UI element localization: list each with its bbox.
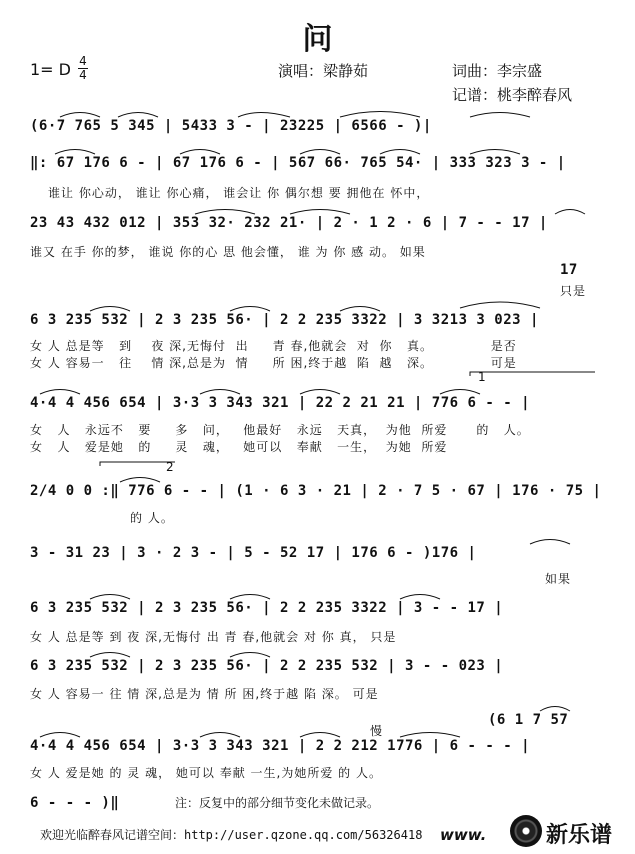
slur-30 [200,733,240,738]
lyric-line-9: 女 人 容易一 往 情 深,总是为 情 所 困,终于越 陷 深。 可是 [30,687,379,701]
slur-24 [90,595,130,600]
time-signature-top: 4 [79,54,87,68]
slur-21 [440,390,480,395]
slur-17 [460,302,540,308]
score-line-4: 6 3 235 532 | 2 3 235 56· | 2 2 235 3322 | 3 3213 3 023 | [30,312,539,328]
slur-19 [200,390,240,395]
slur-25 [230,595,270,600]
slur-28 [230,653,270,658]
pickup-lyric-zhishi: 只是 [560,284,587,298]
lyric-line-7: 如果 [545,572,572,586]
transcriber-credit: 记谱：桃李醉春风 [452,86,573,104]
slur-5 [470,113,530,118]
song-title: 问 [302,22,333,57]
slur-1 [60,113,100,118]
slur-33 [540,707,570,712]
lyric-line-2: 谁让 你心动， 谁让 你心痛， 谁会让 你 偶尔想 要 拥他在 怀中， [48,186,430,200]
slur-14 [90,307,130,312]
slow-mark: 慢 [370,724,383,738]
slur-4 [340,112,420,118]
slur-3 [238,113,290,118]
slur-18 [40,390,80,395]
slur-7 [180,150,220,155]
slur-13 [555,210,585,215]
score-line-8: 6 3 235 532 | 2 3 235 56· | 2 2 235 3322 | 3 - - 17 | [30,600,504,616]
singer-credit: 演唱：梁静茹 [278,62,369,80]
score-line-10: 4·4 4 456 654 | 3·3 3 343 321 | 2 2 212 1776 | 6 - - - | [30,738,531,754]
slur-22 [120,478,160,483]
slur-32 [400,733,460,738]
volta-1-line [470,372,595,376]
lyric-line-8: 女 人 总是等 到 夜 深,无悔付 出 青 春,他就会 对 你 真， 只是 [30,630,397,644]
slur-8 [300,150,340,155]
score-line-2: ‖: 67 176 6 - | 67 176 6 - | 567 66· 765 54· | 333 323 3 - | [30,155,566,171]
slur-23 [530,540,570,545]
volta-2-line [100,462,175,466]
slur-15 [230,307,270,312]
slur-9 [380,150,420,155]
volta-2-label: 2 [166,460,174,474]
composer-credit: 词曲：李宗盛 [452,62,543,80]
slur-12 [290,210,350,215]
slur-20 [300,390,340,395]
volta-1-label: 1 [478,370,486,384]
slur-11 [195,210,255,215]
coda-prefix: (6 1 7 57 [488,712,569,728]
footer-site[interactable]: www. [440,826,487,844]
score-line-6: 2/4 0 0 :‖ 776 6 - - | (1 · 6 3 · 21 | 2 · 7 5 · 67 | 176 · 75 | [30,483,602,499]
transcription-note: 注：反复中的部分细节变化未做记录。 [175,796,380,810]
score-line-9: 6 3 235 532 | 2 3 235 56· | 2 2 235 532 | 3 - - 023 | [30,658,504,674]
score-line-1: (6·7 765 5 345 | 5433 3 - | 23225 | 6566 - )| [30,118,432,134]
lyric-line-10: 女 人 爱是她 的 灵 魂， 她可以 奉献 一生,为她所爱 的 人。 [30,766,382,780]
slur-31 [300,733,340,738]
footer-link[interactable]: 欢迎光临醉春风记谱空间：http://user.qzone.qq.com/56326418 [40,828,423,842]
pickup-notes-ruguo: 17 [560,262,578,278]
score-line-7: 3 - 31 23 | 3 · 2 3 - | 5 - 52 17 | 176 6 - )176 | [30,545,477,561]
time-signature-bottom: 4 [79,68,87,82]
slur-6 [55,150,95,155]
slur-26 [400,595,440,600]
score-line-11: 6 - - - )‖ [30,795,120,811]
lyric-line-3: 谁又 在手 你的梦， 谁说 你的心 思 他会懂， 谁 为 你 感 动。 如果 [30,245,426,259]
lyric-line-4: 女 人 总是等 到 夜 深,无悔付 出 青 春,他就会 对 你 真。 是否 女 人 容易一 往 情 深,总是为 情 所 困,终于越 陷 越 深。 可是 [30,339,517,370]
slur-10 [470,150,520,155]
slur-27 [90,653,130,658]
slur-2 [118,113,158,118]
score-line-5: 4·4 4 456 654 | 3·3 3 343 321 | 22 2 21 21 | 776 6 - - | [30,395,531,411]
slur-29 [40,733,80,738]
lyric-line-6: 的 人。 [130,511,174,525]
slur-16 [340,307,380,312]
logo-text: 新乐谱 [546,823,613,848]
key-signature: 1= D [30,60,71,79]
score-line-3: 23 43 432 012 | 353 32· 232 21· | 2 · 1 2 · 6 | 7 - - 17 | [30,215,548,231]
lyric-line-5: 女 人 永远不 要 多 问， 他最好 永远 天真， 为他 所爱 的 人。 女 人 爱是她 的 灵 魂， 她可以 奉献 一生， 为她 所爱 [30,423,530,454]
